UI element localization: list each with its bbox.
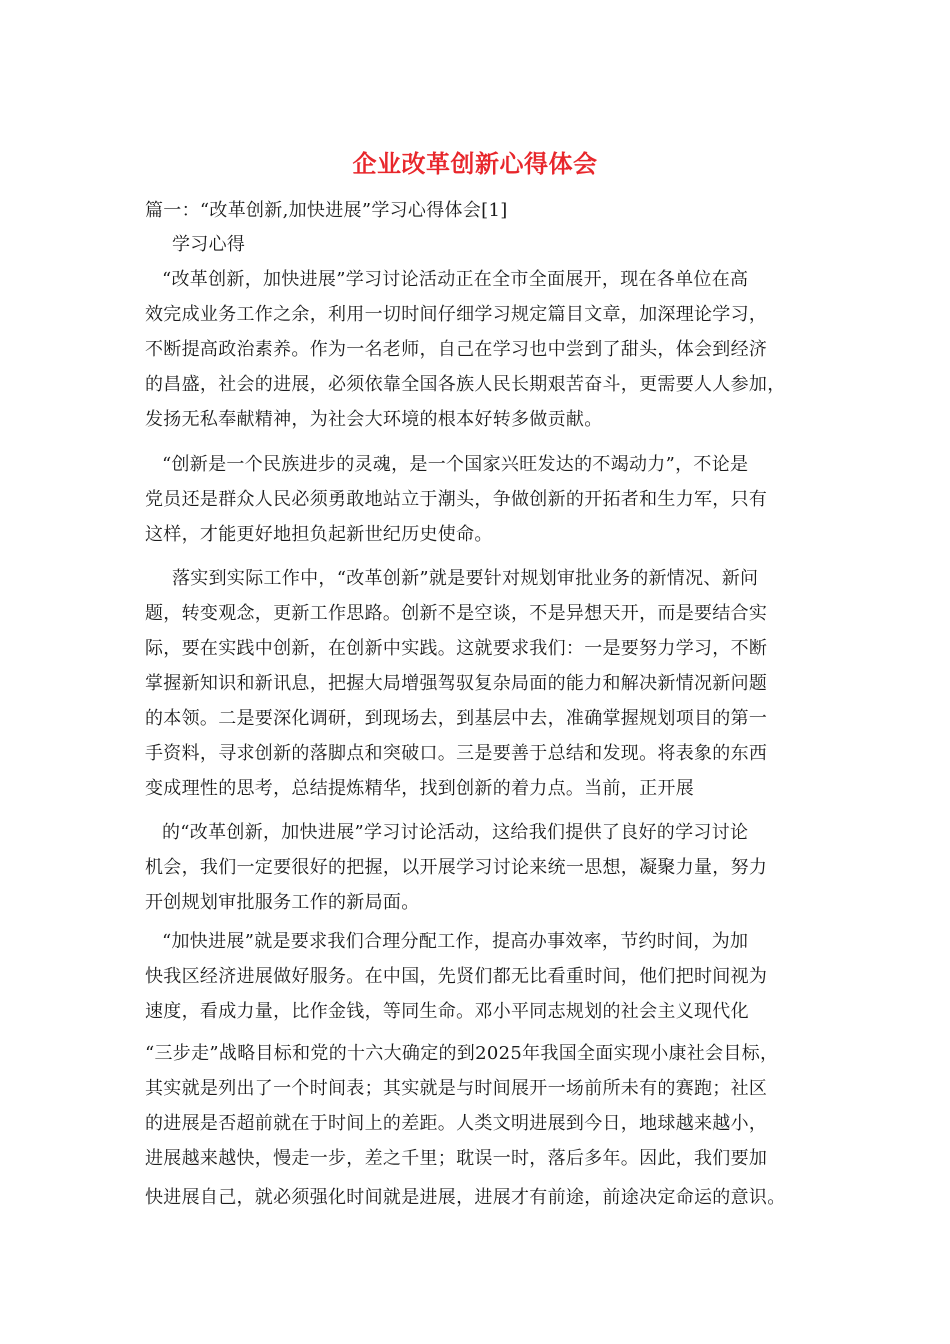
text-line: 发扬无私奉献精神，为社会大环境的根本好转多做贡献。 xyxy=(145,409,603,430)
text-line: 快进展自己，就必须强化时间就是进展，进展才有前途，前途决定命运的意识。 xyxy=(145,1187,786,1208)
text-line: “三步走”战略目标和党的十六大确定的到2025年我国全面实现小康社会目标， xyxy=(145,1043,779,1064)
text-line: 不断提高政治素养。作为一名老师，自己在学习也中尝到了甜头，体会到经济 xyxy=(145,339,768,360)
text-line: 的“改革创新，加快进展”学习讨论活动，这给我们提供了良好的学习讨论 xyxy=(162,822,749,843)
text-line: 掌握新知识和新讯息，把握大局增强驾驭复杂局面的能力和解决新情况新问题 xyxy=(145,673,768,694)
text-line: 进展越来越快，慢走一步，差之千里；耽误一时，落后多年。因此，我们要加 xyxy=(145,1148,768,1169)
text-line: 际，要在实践中创新，在创新中实践。这就要求我们：一是要努力学习，不断 xyxy=(145,638,768,659)
section-heading: 篇一：“改革创新,加快进展”学习心得体会[1] xyxy=(145,200,508,221)
text-line: 手资料，寻求创新的落脚点和突破口。三是要善于总结和发现。将表象的东西 xyxy=(145,743,768,764)
text-line: 开创规划审批服务工作的新局面。 xyxy=(145,892,420,913)
text-line: 落实到实际工作中，“改革创新”就是要针对规划审批业务的新情况、新问 xyxy=(172,568,759,589)
text-line: 快我区经济进展做好服务。在中国，先贤们都无比看重时间，他们把时间视为 xyxy=(145,966,768,987)
text-line: 党员还是群众人民必须勇敢地站立于潮头，争做创新的开拓者和生力军，只有 xyxy=(145,489,768,510)
text-line: “创新是一个民族进步的灵魂，是一个国家兴旺发达的不竭动力”，不论是 xyxy=(162,454,749,475)
text-line: 变成理性的思考，总结提炼精华，找到创新的着力点。当前，正开展 xyxy=(145,778,694,799)
text-line: “改革创新，加快进展”学习讨论活动正在全市全面展开，现在各单位在高 xyxy=(162,269,749,290)
text-line: 机会，我们一定要很好的把握，以开展学习讨论来统一思想，凝聚力量，努力 xyxy=(145,857,768,878)
text-line: 的进展是否超前就在于时间上的差距。人类文明进展到今日，地球越来越小， xyxy=(145,1113,768,1134)
subheading: 学习心得 xyxy=(172,234,246,255)
text-line: “加快进展”就是要求我们合理分配工作，提高办事效率，节约时间，为加 xyxy=(162,931,749,952)
text-line: 效完成业务工作之余，利用一切时间仔细学习规定篇目文章，加深理论学习， xyxy=(145,304,768,325)
text-line: 其实就是列出了一个时间表；其实就是与时间展开一场前所未有的赛跑；社区 xyxy=(145,1078,768,1099)
text-line: 的本领。二是要深化调研，到现场去，到基层中去，准确掌握规划项目的第一 xyxy=(145,708,768,729)
text-line: 题，转变观念，更新工作思路。创新不是空谈，不是异想天开，而是要结合实 xyxy=(145,603,768,624)
text-line: 速度，看成力量，比作金钱，等同生命。邓小平同志规划的社会主义现代化 xyxy=(145,1001,749,1022)
text-line: 的昌盛，社会的进展，必须依靠全国各族人民长期艰苦奋斗，更需要人人参加， xyxy=(145,374,786,395)
document-title: 企业改革创新心得体会 xyxy=(352,149,598,178)
text-line: 这样，才能更好地担负起新世纪历史使命。 xyxy=(145,524,493,545)
